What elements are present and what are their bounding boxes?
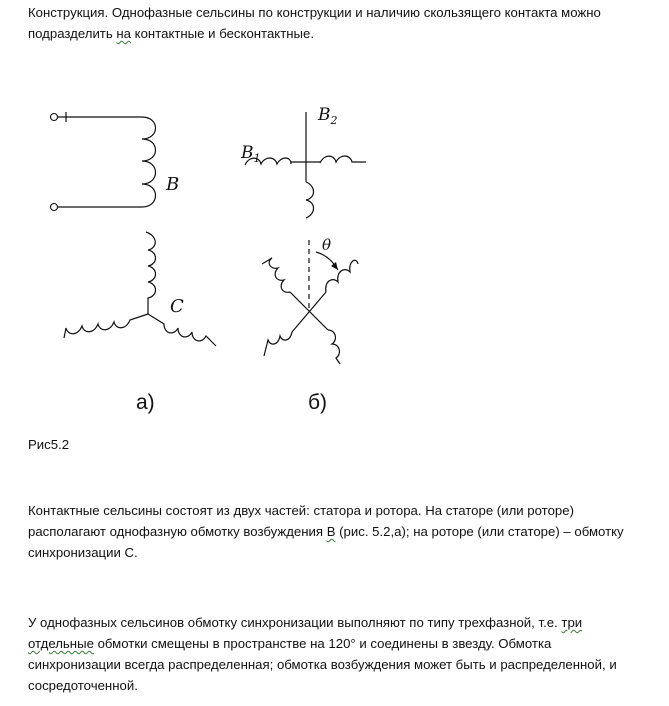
label-b2: $B_2$: [318, 105, 338, 127]
contact-line-2b: В: [326, 524, 336, 539]
selsyn-winding-diagram: [0, 80, 420, 425]
label-c: C: [170, 296, 184, 317]
subfigure-label-b: б): [308, 391, 328, 414]
figure-caption: Рис5.2: [28, 437, 70, 452]
coil-c-right: [148, 314, 216, 346]
contact-line-1: Контактные сельсины состоят из двух частей: статора и ротора. На статоре (или роторе): [28, 503, 574, 518]
contact-paragraph: [28, 500, 648, 563]
three-line-2b: обмотки смещены в пространстве на 120° и соединены в звезду. Обмотка: [93, 636, 552, 651]
three-line-1b: три: [561, 615, 583, 630]
coil-c-top: [146, 232, 156, 314]
intro-line-2a: подразделить: [28, 26, 117, 41]
coil-b: [142, 117, 156, 207]
coil-rotor-upper-right: [326, 260, 358, 292]
three-line-1a: У однофазных сельсинов обмотку синхронизации выполняют по типу трехфазной, т.е.: [28, 615, 562, 630]
coil-rotor-lower-left: [264, 332, 292, 356]
terminal-top: [51, 114, 58, 121]
three-line-2a: отдельные: [28, 636, 94, 651]
label-b: B: [166, 174, 180, 195]
coil-rotor-lower-right: [328, 330, 340, 364]
coil-bottom: [306, 182, 314, 218]
coil-c-left: [64, 314, 148, 338]
contact-line-2c: (рис. 5.2,а); на роторе (или статоре) – обмотку: [335, 524, 624, 539]
three-line-4: сосредоточенной.: [28, 678, 138, 693]
terminal-bottom: [51, 204, 58, 211]
label-b1: $B_1$: [241, 143, 261, 165]
label-theta: θ: [322, 236, 332, 254]
coil-right: [320, 156, 366, 163]
contact-line-2a: располагают однофазную обмотку возбуждения: [28, 524, 327, 539]
synchronization-winding-c: [64, 232, 216, 346]
excitation-winding-b: [51, 112, 180, 211]
coil-rotor-upper-left: [262, 258, 290, 292]
contactless-stator-winding: [240, 105, 366, 218]
intro-line-2-na: на: [116, 26, 132, 41]
intro-line-2b: контактные и бесконтактные.: [131, 26, 314, 41]
contact-line-3: синхронизации С.: [28, 545, 138, 560]
intro-paragraph: [28, 2, 648, 44]
three-line-3: синхронизации всегда распределенная; обмотка возбуждения может быть и распределенной, и: [28, 657, 617, 672]
rotor-winding-rotated: [262, 236, 358, 364]
rotation-arrowhead: [331, 262, 338, 270]
three-phase-paragraph: [28, 612, 648, 696]
intro-line-1: Конструкция. Однофазные сельсины по конструкции и наличию скользящего контакта можно: [28, 5, 601, 20]
subfigure-label-a: а): [136, 391, 155, 414]
